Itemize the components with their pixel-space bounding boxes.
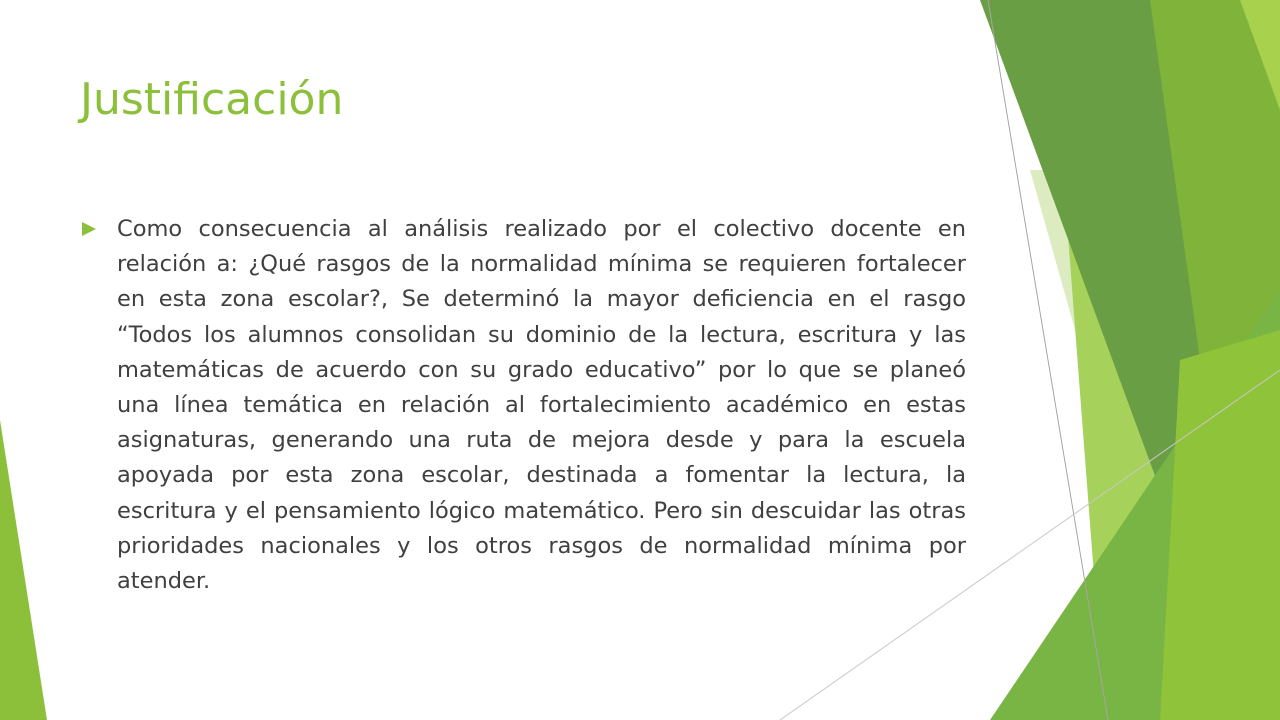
- green-triangle-bullet-icon: [82, 222, 96, 236]
- bullet-text: Como consecuencia al análisis realizado por el colectivo docente en relación a: ¿Qué rasgos de la normalidad mínima se requieren fortalecer en esta zona escolar?, Se determinó la mayor deficiencia en el rasgo “Todos los alumnos consolidan su dominio de la lectura, escritura y las matemáticas de acuerdo con su grado educativo” por lo que se planeó una línea temática en relación al fortalecimiento académico en estas asignaturas, generando una ruta de mejora desde y para la escuela apoyada por esta zona escolar, destinada a fomentar la lectura, la escritura y el pensamiento lógico matemático. Pero sin descuidar las otras prioridades nacionales y los otros rasgos de normalidad mínima por atender.: [117, 216, 966, 595]
- slide-content: [80, 212, 966, 599]
- slide-title: Justificación: [80, 74, 344, 125]
- left-facet: [0, 420, 47, 720]
- bullet-item: [80, 212, 966, 599]
